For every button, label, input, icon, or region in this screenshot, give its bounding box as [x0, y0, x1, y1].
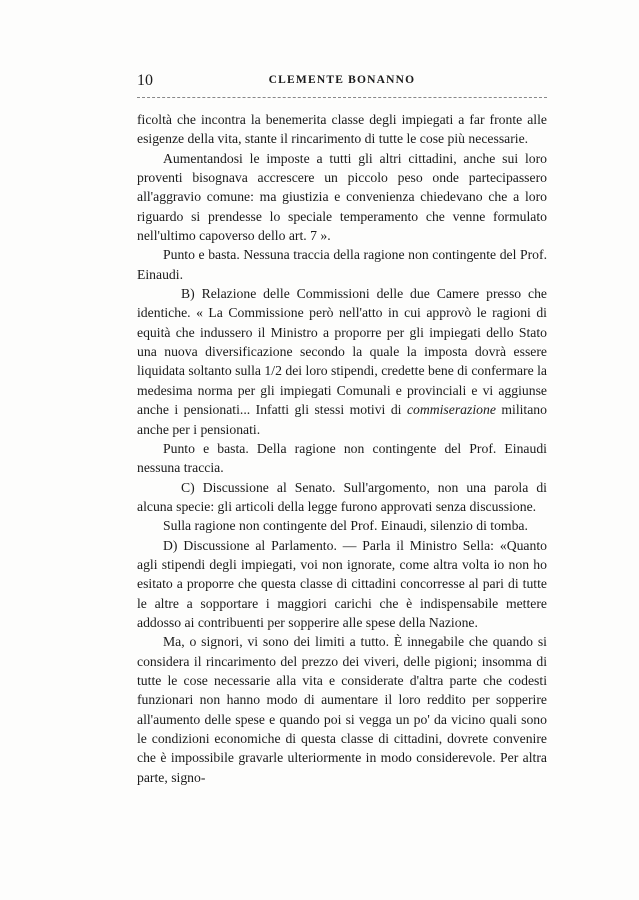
paragraph: Ma, o signori, vi sono dei limiti a tutto. È innegabile che quando si considera il rincarimento del prezzo dei viveri, delle pigioni; insomma di tutte le cose necessarie alla vita e considerate d'altra parte che codesti funzionari non hanno modo di aumentare il loro reddito per sopperire all'aumento delle spese e quando poi si vegga un po' da vicino quali sono le condizioni economiche di questa classe di cittadini, dovrete convenire che è impossibile gravarle ulteriormente in modo considerevole. Per altra parte, signo- [137, 634, 547, 785]
paragraph: Punto e basta. Nessuna traccia della ragione non contingente del Prof. Einaudi. [137, 247, 547, 282]
paragraph-section-b [137, 284, 547, 439]
paragraph: Aumentandosi le imposte a tutti gli altri cittadini, anche sui loro proventi bisognava accrescere un piccolo peso onde partecipassero all'aggravio comune: ma giustizia e convenienza chiedevano che a loro riguardo si prendesse lo speciale temperamento che venne formulato nell'ultimo capoverso dello art. 7 ». [137, 150, 547, 244]
paragraph-section-c: C) Discussione al Senato. Sull'argomento, non una parola di alcuna specie: gli articoli della legge furono approvati senza discussione. [137, 479, 547, 514]
paragraph: Sulla ragione non contingente del Prof. Einaudi, silenzio di tomba. [163, 518, 528, 534]
paragraph-continuation: ficoltà che incontra la benemerita classe degli impiegati a far fronte alle esigenze della vita, stante il rincarimento di tutte le cose più necessarie. [137, 112, 547, 147]
paragraph: Punto e basta. Della ragione non contingente del Prof. Einaudi nessuna traccia. [137, 440, 547, 476]
body-text [137, 110, 547, 787]
emphasis-text: commiserazione [406, 402, 496, 418]
paragraph-section-d: D) Discussione al Parlamento. — Parla il Ministro Sella: «Quanto agli stipendi degli impiegati, voi non ignorate, come altra volta io non ho esitato a proporre che questa classe di cittadini concorresse al pari di tutte le altre a sopportare i maggiori carichi che è indispensabile mettere addosso ai contribuenti per sopperire alle spese della Nazione. [137, 537, 547, 630]
page-header [137, 72, 547, 92]
page-number: 10 [137, 72, 153, 89]
paragraph-text: militano anche per i pensionati. [137, 402, 547, 437]
header-rule [137, 97, 547, 98]
paragraph-text: B) Relazione delle Commissioni delle due Camere presso che identiche. « La Commissione però nell'atto in cui approvò le ragioni di equità che indussero il Ministro a proporre per gli impiegati dello Stato una nuova diversificazione secondo la quale la imposta dovrà essere liquidata soltanto sulla 1/2 dei loro stipendi, credette bene di confermare la medesima norma per gli impiegati Comunali e provinciali e vi aggiunse anche i pensionati... Infatti gli stessi motivi di [137, 286, 547, 418]
running-head: CLEMENTE BONANNO [268, 74, 416, 86]
